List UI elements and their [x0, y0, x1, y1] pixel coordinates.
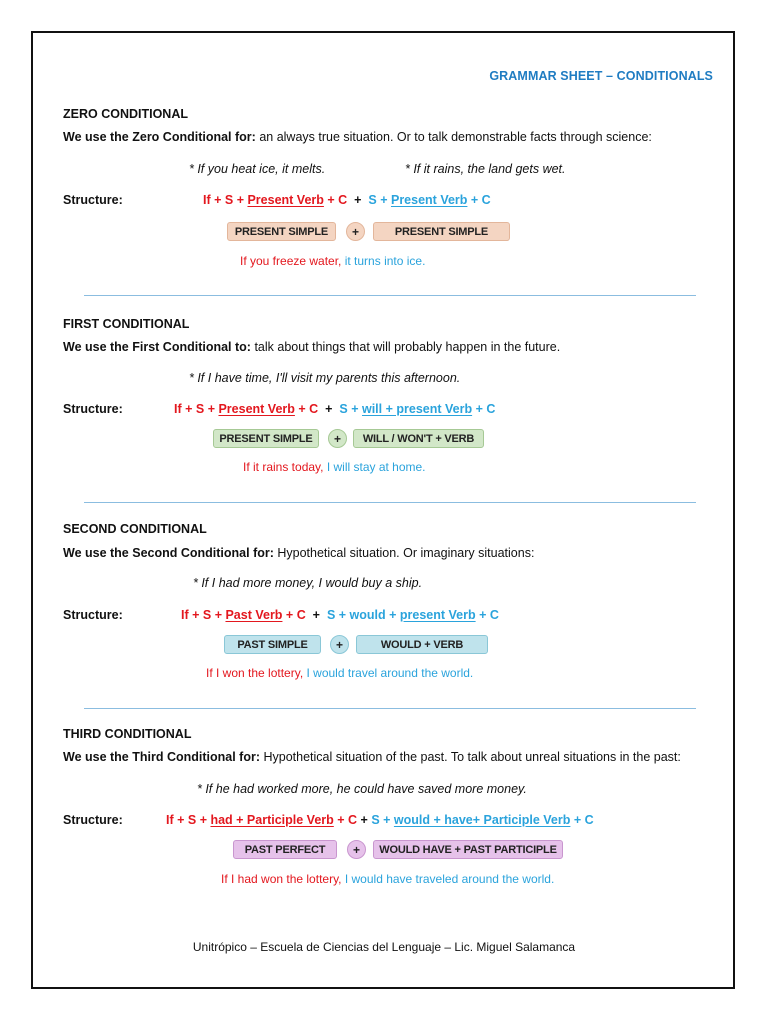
formula-main-a: S +	[371, 813, 394, 827]
usage-zero	[63, 130, 652, 144]
section-title-first: FIRST CONDITIONAL	[63, 317, 190, 331]
formula-second	[181, 608, 499, 622]
example-first-1: * If I have time, I'll visit my parents this afternoon.	[189, 371, 461, 385]
formula-plus: +	[347, 193, 369, 207]
formula-main-verb: will + present Verb	[361, 402, 473, 416]
usage-label: We use the Third Conditional for:	[63, 750, 260, 764]
formula-if-verb: Present Verb	[247, 193, 324, 207]
section-divider	[84, 502, 696, 503]
sample-main-clause: I would travel around the world.	[306, 666, 474, 680]
formula-main-b: + C	[570, 813, 594, 827]
formula-plus: +	[318, 402, 340, 416]
formula-main-a: S + would +	[326, 608, 400, 622]
usage-second	[63, 546, 534, 560]
formula-if-b: + C	[333, 813, 358, 827]
usage-text: an always true situation. Or to talk demonstrable facts through science:	[255, 130, 652, 144]
usage-label: We use the Second Conditional for:	[63, 546, 274, 560]
formula-if-b: + C	[282, 608, 306, 622]
sample-main-clause: I will stay at home.	[326, 460, 426, 474]
pill-tense-main-third: WOULD HAVE + PAST PARTICIPLE	[373, 840, 563, 859]
usage-text: Hypothetical situation of the past. To talk about unreal situations in the past:	[260, 750, 681, 764]
sample-if-clause: If it rains today,	[243, 460, 327, 474]
structure-label-third: Structure:	[63, 813, 123, 827]
formula-if-b: + C	[323, 193, 348, 207]
section-divider	[84, 708, 696, 709]
formula-main-verb: present Verb	[399, 608, 476, 622]
sample-if-clause: If I had won the lottery,	[221, 872, 345, 886]
formula-plus: +	[305, 608, 327, 622]
formula-main-b: + C	[475, 608, 499, 622]
sheet-title: GRAMMAR SHEET – CONDITIONALS	[489, 69, 713, 83]
example-zero-2: * If it rains, the land gets wet.	[405, 162, 566, 176]
usage-first	[63, 340, 560, 354]
pill-tense-if-second: PAST SIMPLE	[224, 635, 321, 654]
formula-main-a: S +	[339, 402, 362, 416]
pill-plus-third: +	[347, 840, 366, 859]
formula-first	[174, 402, 495, 416]
pill-plus-first: +	[328, 429, 347, 448]
sample-sentence-zero	[240, 254, 425, 268]
pill-tense-main-first: WILL / WON'T + VERB	[353, 429, 484, 448]
pill-tense-if-first: PRESENT SIMPLE	[213, 429, 319, 448]
usage-text: talk about things that will probably happen in the future.	[250, 340, 561, 354]
pill-tense-if-zero: PRESENT SIMPLE	[227, 222, 336, 241]
sample-sentence-second	[206, 666, 473, 680]
formula-if-a: If + S +	[166, 813, 211, 827]
pill-tense-main-second: WOULD + VERB	[356, 635, 488, 654]
formula-if-b: + C	[294, 402, 319, 416]
pill-plus-second: +	[330, 635, 349, 654]
footer-credit: Unitrópico – Escuela de Ciencias del Lenguaje – Lic. Miguel Salamanca	[192, 940, 576, 954]
pill-tense-main-zero: PRESENT SIMPLE	[373, 222, 510, 241]
sample-if-clause: If I won the lottery,	[206, 666, 307, 680]
section-title-second: SECOND CONDITIONAL	[63, 522, 207, 536]
formula-main-a: S +	[368, 193, 391, 207]
formula-if-verb: Past Verb	[225, 608, 283, 622]
structure-label-zero: Structure:	[63, 193, 123, 207]
formula-if-verb: Present Verb	[218, 402, 295, 416]
example-zero-1: * If you heat ice, it melts.	[189, 162, 326, 176]
formula-if-a: If + S +	[181, 608, 226, 622]
usage-label: We use the Zero Conditional for:	[63, 130, 256, 144]
sample-sentence-first	[243, 460, 426, 474]
pill-plus-zero: +	[346, 222, 365, 241]
example-third-1: * If he had worked more, he could have saved more money.	[197, 782, 527, 796]
formula-main-b: + C	[467, 193, 491, 207]
formula-if-a: If + S +	[203, 193, 248, 207]
structure-label-first: Structure:	[63, 402, 123, 416]
pill-tense-if-third: PAST PERFECT	[233, 840, 337, 859]
section-divider	[84, 295, 696, 296]
sample-if-clause: If you freeze water,	[240, 254, 345, 268]
formula-zero	[203, 193, 491, 207]
formula-main-verb: would + have+ Participle Verb	[393, 813, 571, 827]
section-title-third: THIRD CONDITIONAL	[63, 727, 192, 741]
usage-label: We use the First Conditional to:	[63, 340, 251, 354]
formula-main-b: + C	[472, 402, 496, 416]
sample-main-clause: it turns into ice.	[344, 254, 426, 268]
formula-third	[166, 813, 594, 827]
formula-if-verb: had + Participle Verb	[210, 813, 334, 827]
example-second-1: * If I had more money, I would buy a ship.	[193, 576, 423, 590]
section-title-zero: ZERO CONDITIONAL	[63, 107, 188, 121]
formula-if-a: If + S +	[174, 402, 219, 416]
usage-third	[63, 750, 681, 764]
usage-text: Hypothetical situation. Or imaginary situations:	[273, 546, 535, 560]
structure-label-second: Structure:	[63, 608, 123, 622]
sample-main-clause: I would have traveled around the world.	[344, 872, 555, 886]
formula-plus: +	[357, 813, 372, 827]
formula-main-verb: Present Verb	[390, 193, 468, 207]
sample-sentence-third	[221, 872, 554, 886]
